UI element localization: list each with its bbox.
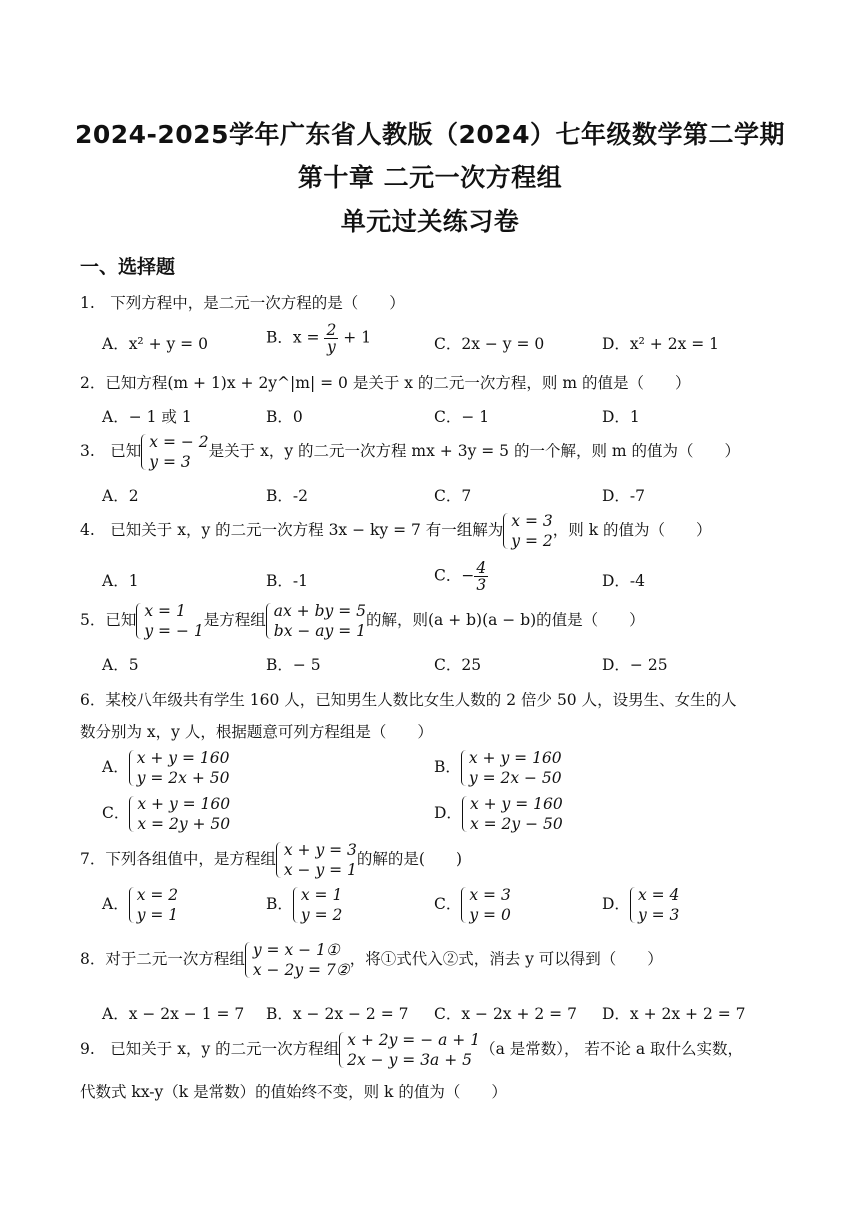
- question-8-stem: 8．对于二元一次方程组 y = x − 1① x − 2y = 7② ，将①式代入②式，消去 y 可以得到（ ）: [80, 941, 663, 979]
- question-3-stem: 3. 已知 x = − 2 y = 3 是关于 x，y 的二元一次方程 mx + 3y = 5 的一个解，则 m 的值为（ ）: [80, 433, 741, 471]
- q5-option-d: D．− 25: [602, 656, 668, 674]
- q8-option-c: C．x − 2x + 2 = 7: [434, 1005, 577, 1023]
- equation-system: x + y = 3 x − y = 1: [276, 840, 357, 880]
- q5-option-c: C．25: [434, 656, 482, 674]
- question-4-stem: 4. 已知关于 x，y 的二元一次方程 3x − ky = 7 有一组解为 x = 3 y = 2 ，则 k 的值为（ ）: [80, 512, 712, 550]
- q1-option-b: B．x = $\frac{2}{y}$ + 1: [266, 321, 372, 356]
- q4-option-c: C．− $\frac{4}{3}$: [434, 559, 487, 594]
- question-1-stem: 1. 下列方程中，是二元一次方程的是（ ）: [80, 294, 405, 312]
- q4-option-b: B．-1: [266, 572, 308, 590]
- q1-option-c: C．2x − y = 0: [434, 335, 545, 353]
- q1-option-a: A．x² + y = 0: [102, 335, 208, 353]
- q3-option-d: D．-7: [602, 487, 646, 505]
- q6-option-c: C． x + y = 160 x = 2y + 50: [102, 795, 231, 833]
- question-7-stem: 7．下列各组值中，是方程组 x + y = 3 x − y = 1 的解的是( ): [80, 841, 463, 879]
- q2-option-a: A．− 1 或 1: [102, 408, 192, 426]
- title-line-2: 第十章 二元一次方程组: [297, 163, 563, 192]
- title-line-3: 单元过关练习卷: [340, 207, 520, 236]
- equation-system: y = x − 1① x − 2y = 7②: [245, 940, 350, 980]
- question-2-stem: 2．已知方程(m + 1)x + 2y^|m| = 0 是关于 x 的二元一次方程，则 m 的值是（ ）: [80, 374, 691, 392]
- question-5-stem: 5．已知 x = 1 y = − 1 是方程组 ax + by = 5 bx − ay = 1 的解，则(a + b)(a − b)的值是（ ）: [80, 602, 645, 640]
- q6-option-b: B． x + y = 160 y = 2x − 50: [434, 749, 562, 787]
- q3-option-a: A．2: [102, 487, 139, 505]
- q2-option-d: D．1: [602, 408, 640, 426]
- q2-option-c: C．− 1: [434, 408, 490, 426]
- q8-option-a: A．x − 2x − 1 = 7: [102, 1005, 245, 1023]
- q7-option-c: C． x = 3 y = 0: [434, 886, 511, 924]
- title-line-1: 2024-2025学年广东省人教版（2024）七年级数学第二学期: [74, 120, 786, 149]
- q7-option-d: D． x = 4 y = 3: [602, 886, 680, 924]
- q4-option-d: D．-4: [602, 572, 646, 590]
- q3-option-b: B．-2: [266, 487, 308, 505]
- q5-option-a: A．5: [102, 656, 139, 674]
- q7-option-a: A． x = 2 y = 1: [102, 886, 179, 924]
- q6-option-a: A． x + y = 160 y = 2x + 50: [102, 749, 230, 787]
- q8-option-d: D．x + 2x + 2 = 7: [602, 1005, 746, 1023]
- q3-option-c: C．7: [434, 487, 472, 505]
- q7-option-b: B． x = 1 y = 2: [266, 886, 343, 924]
- section-heading: 一、选择题: [80, 256, 176, 278]
- equation-system: x = 3 y = 2: [503, 511, 552, 551]
- equation-system: x = 1 y = − 1: [136, 601, 203, 641]
- q1-option-d: D．x² + 2x = 1: [602, 335, 720, 353]
- q8-option-b: B．x − 2x − 2 = 7: [266, 1005, 409, 1023]
- equation-system: ax + by = 5 bx − ay = 1: [266, 601, 366, 641]
- q4-option-a: A．1: [102, 572, 139, 590]
- equation-system: x + 2y = − a + 1 2x − y = 3a + 5: [339, 1030, 480, 1070]
- question-9-line-2: 代数式 kx-y（k 是常数）的值始终不变，则 k 的值为（ ）: [80, 1083, 507, 1101]
- equation-system: x = − 2 y = 3: [141, 432, 208, 472]
- q5-option-b: B．− 5: [266, 656, 321, 674]
- question-9-stem: 9. 已知关于 x，y 的二元一次方程组 x + 2y = − a + 1 2x − y = 3a + 5 （a 是常数）， 若不论 a 取什么实数，: [80, 1031, 744, 1069]
- question-6-line-2: 数分别为 x，y 人，根据题意可列方程组是（ ）: [80, 723, 433, 741]
- q6-option-d: D． x + y = 160 x = 2y − 50: [434, 795, 563, 833]
- q2-option-b: B．0: [266, 408, 303, 426]
- question-6-line-1: 6．某校八年级共有学生 160 人，已知男生人数比女生人数的 2 倍少 50 人，设男生、女生的人: [80, 691, 737, 709]
